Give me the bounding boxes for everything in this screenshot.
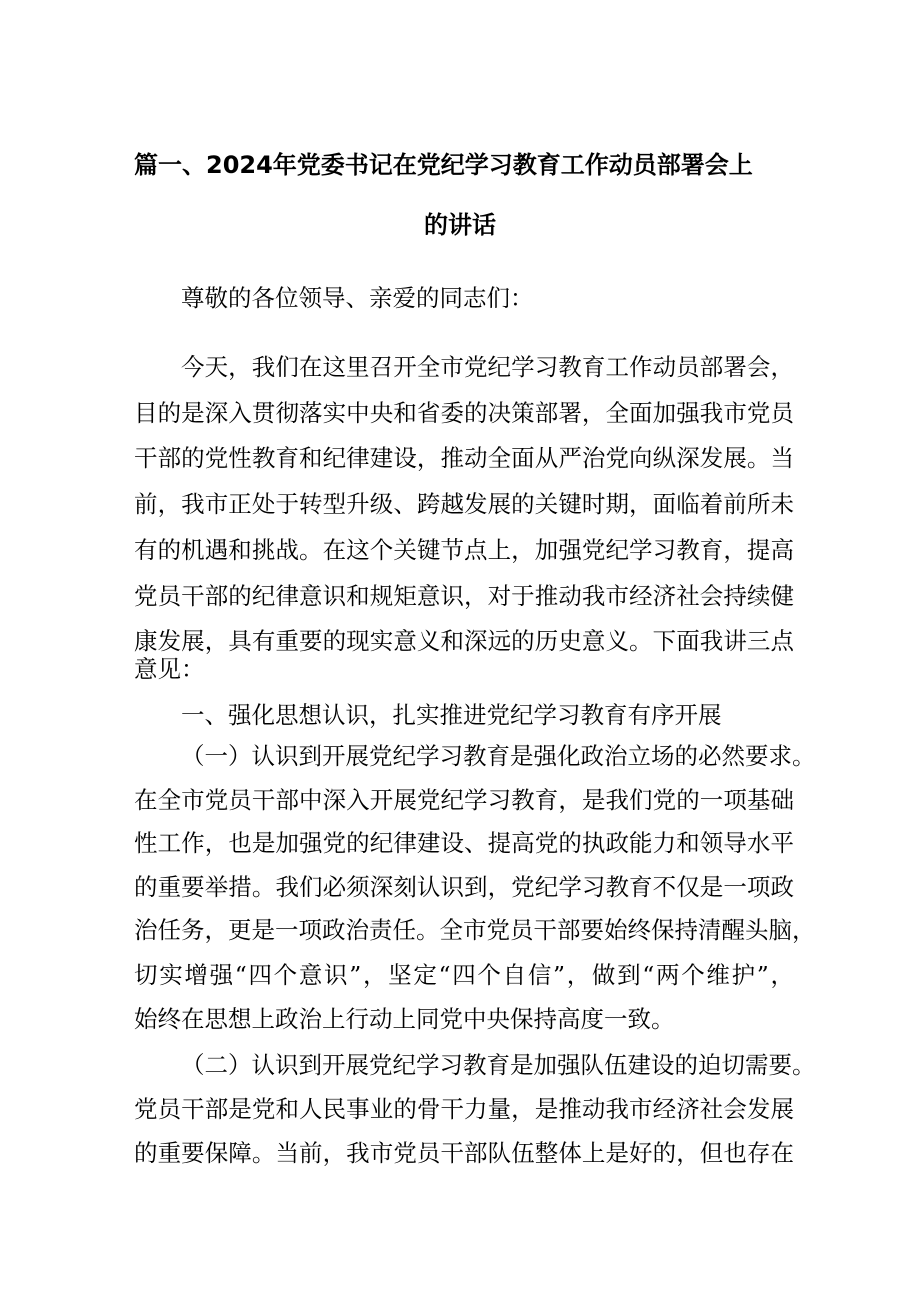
intro-line: 前，我市正处于转型升级、跨越发展的关键时期，面临着前所未 bbox=[134, 490, 794, 518]
paragraph-1-line: 始终在思想上政治上行动上同党中央保持高度一致。 bbox=[134, 1005, 675, 1033]
greeting: 尊敬的各位领导、亲爱的同志们： bbox=[181, 284, 534, 312]
paragraph-2-line: （二）认识到开展党纪学习教育是加强队伍建设的迫切需要。 bbox=[181, 1051, 816, 1079]
paragraph-1-line: 的重要举措。我们必须深刻认识到，党纪学习教育不仅是一项政 bbox=[134, 873, 794, 901]
intro-line: 意见： bbox=[134, 655, 205, 683]
paragraph-1-line: 性工作，也是加强党的纪律建设、提高党的执政能力和领导水平 bbox=[134, 829, 794, 857]
intro-line: 目的是深入贯彻落实中央和省委的决策部署，全面加强我市党员 bbox=[134, 399, 794, 427]
intro-line: 有的机遇和挑战。在这个关键节点上，加强党纪学习教育，提高 bbox=[134, 536, 794, 564]
intro-line: 康发展，具有重要的现实意义和深远的历史意义。下面我讲三点 bbox=[134, 627, 794, 655]
section-1-heading: 一、强化思想认识，扎实推进党纪学习教育有序开展 bbox=[181, 701, 722, 729]
document-title-line-1: 篇一、2024年党委书记在党纪学习教育工作动员部署会上 bbox=[134, 151, 753, 179]
paragraph-2-line: 党员干部是党和人民事业的骨干力量，是推动我市经济社会发展 bbox=[134, 1095, 794, 1123]
intro-line: 党员干部的纪律意识和规矩意识，对于推动我市经济社会持续健 bbox=[134, 582, 794, 610]
paragraph-1-line: 切实增强“四个意识”，坚定“四个自信”，做到“两个维护”， bbox=[134, 961, 794, 989]
paragraph-1-line: （一）认识到开展党纪学习教育是强化政治立场的必然要求。 bbox=[181, 742, 816, 770]
intro-line: 今天，我们在这里召开全市党纪学习教育工作动员部署会， bbox=[181, 353, 794, 381]
intro-line: 干部的党性教育和纪律建设，推动全面从严治党向纵深发展。当 bbox=[134, 444, 794, 472]
paragraph-1-line: 治任务，更是一项政治责任。全市党员干部要始终保持清醒头脑， bbox=[134, 916, 816, 944]
paragraph-2-line: 的重要保障。当前，我市党员干部队伍整体上是好的，但也存在 bbox=[134, 1139, 794, 1167]
paragraph-1-line: 在全市党员干部中深入开展党纪学习教育，是我们党的一项基础 bbox=[134, 786, 794, 814]
document-title-line-2: 的讲话 bbox=[424, 211, 496, 239]
